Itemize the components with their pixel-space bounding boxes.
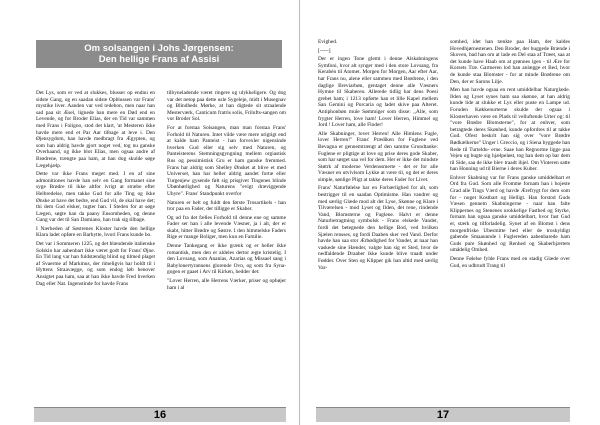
paragraph: Der er ingen Tone glemt i denne Alskabningens Symfoni, hvor alt synger med i den store Lovsang, fra Kerabén til Atomet. Morgen for Morgen, Aar efter Aar, har Frans nu, alene eller sammen med Brødrene, i den daglige Breviarbøn, gentaget denne alle Væsners Hymne til Skaberen. Allerede tidlig har dens Poesi grebet ham; i 1213 opførte han et lille Kapel mellem San Gemini og Porcaria og ladet skive paa Alteret. Antiphonbøn mule Sømmiger som disse: ,,Alle, som frygter Herren, love ham! Lover Herren, Himmel og Jord ! Lover ham, alle Floder! xyxy=(318,56,438,129)
paragraph: Denne Tankegang er ikke grænk og er heller ikke romantisk, men den er aldeles dertor ægte kristelig. I den Lovsang, som Ananias, Azarias og Missael sang i Babylonertyrannens glorende Ovn, og som fra Syna- gogen er gaaet i Arv til Kirken, hedder det: xyxy=(167,243,286,276)
article-title-box xyxy=(36,40,282,68)
page-number: 16 xyxy=(153,409,167,421)
paragraph: Enhver Skabning var for Frans ganske umiddelbart et Ord fra Gud. Som alle Fromme fornam han i hojeste Grad alle Tings Værd og havde Ærefrygt for dem som for - noget Kostbart og Helligt. Han forstod Guds Væsen gennem Skabningerne - naar han falte Klippernes og Stenenes urokkelige Fasthed og Styrke, fornam han ogsaa ganske umiddelbart, hvor fast Gud er, stærk og tilforladelig. Synet af en Blomst i dens morgenfriske Ubesmitte hed eller de troskyldigt gabende Smaaunnde i Fuglereden aabenbarede ham Guds pure Skønhed og Renhed og Skaberhjærtets umådelig Omhed. xyxy=(450,174,570,254)
paragraph: Dette var ikke Frans meget med. I en af sine admonitiones havde han selv en Gang formanet sine syge Brødre til ikke altfor ivrigt at stræbe efter Helbredelse, men takke Gud for alle Ting og ikke Ønske at have det bedre, end Gud vil, de skal have det; thi dem Gud elsker, tugter han. I Steden for at søge Lægen, søgte han da paany Ensomheden, og denne Gang var det til San Damiano, han trak sig tilbage. xyxy=(36,171,155,224)
right-page-columns xyxy=(318,39,570,405)
paragraph: Og ud fra det fælles Forhold til denne ene og samme Fader ser han i alle levende Væsner, ja i alt, der er skabt, hitter Brødre og Søstre. I den himmelske Faders Rige er mange Boliger, men kun en Familie. xyxy=(167,214,286,241)
paragraph: I Nærheden af Søstrenes Kloster havde den hellige Klara ladet opføre en Barhytte, hvori Frans kunde bo. xyxy=(36,225,155,239)
right-page xyxy=(300,0,600,425)
paragraph: [-----] xyxy=(318,47,331,54)
page-number: 17 xyxy=(436,409,450,421)
article-title-line1: Om solsangen i Johs Jørgensen: xyxy=(84,43,234,54)
paragraph: Det Lys, som er ved at slukkes, blusser op endnu en sidste Gang, og en saadan sidste Opblussen var Frans' mystike liver. Aanden var ved redebon, men naar han sad paa sit Æsel, lignede han mere en Død end en Levende, og for Broder Elias, der en Tid var sammen med Frans i Foligno, stod det klart, 'at Mesteren ikke havde mere end et Par Aar tilbage at leve i. Den Øjensygdom, han havde medbragt fra Ægypten, og som han aldrig havde gjort noget ved, tog nu ganske Overhaand, og ikke blot Elias, men ogsaa andre af Brødrene, trængte paa ham, at han dog skulde søge Lægehjælp. xyxy=(36,90,155,169)
left-page-footer xyxy=(34,407,286,422)
left-page-columns xyxy=(36,90,286,405)
paragraph: Frans' Naturfølelse har en Forbærlighed for alt, som bestrigger til en saadan Optimisme. Han vandrer og med særlig Glæde mod alt det Lyse, Skønne og Klare i Tilværelsen - mod Lyset og Ilden, det rene, rindende Vand, Blomsterne og Fuglene. Halvt er denne Naturbetragtning symbolsk - Frans elskede Vandet, fordi det betegnede den hellige Bod, ved hvilken Sjælen rensses, og fordi Daaben sker ved Vand. Derfor havde han saa stor Ærbødighed for Vandet, at naar han vaskede sine Hænder, valgte han sig et Sted, hvor de nedfaldende Draaber ikke kunde blive traadt under Fødder. Over Sten og Klipper gik han altid med særlig Var- xyxy=(318,185,438,271)
paragraph: Men han havde ogsaa en rent umiddelbar Naturglæde. Ilden og Lyset synes ham saa skønne, at han aldrig kunde lide at slukke et Lys eller puste en Lampe ud. Foruden Køkkenurterne skulde der ogsaa i Klosterhaven være en Plads til velluftende Urter og: til "vore Brødre Blomsterne", for at enhver, som betragtede deres Skønhed, kunde opfordres til at takke Gud. Ofest beskrit han sig over "vore Brødre Rødkælkerne" Unger i Greccio, og i Siena byggede han Rede til Turteldu- erne. Saae han Regnorme ligge paa Vejen og bugte sig hjælpeløst, tog han dem op bar dem til Side, saa de ikke blev traadt ihjel. Om Vinteren satte han Honning ud til Bierne i deres Kuber. xyxy=(450,87,570,173)
paragraph: Det var i Sommeren 1225, og det blændende italienske Solskin har aabenbart ikke været godt for Frans' Øjne. En Tid lang var han fuldstændig blind og tilmed plaget af Svaerme af Markmus, der rimeligvis har holdt til i Hyttens Straavægge, og som endog løb henover Ansigtet paa ham, saa at han ikke havde Fred hverken Dag eller Nat. Ingenstinde for havde Frans xyxy=(36,241,155,287)
paragraph: Evighed. xyxy=(318,39,338,45)
paragraph: somhed, idet han tænkte paa Ham, der kaldes Hovedhjørnestenen. Den Broder, der huggede Brænde i Skoven, bad han om at lade en Del staa af Træet, saa at det kunde have Haab om at grønnes igen - til Ære for Korsets Træ. Gartneren lod han anlægge et Bed, hvor de kunde staa Blomster - for at minde Brødrene om Den, der er Sarons Lilje. xyxy=(450,39,570,85)
paragraph: Denne Følelse fylde Frans med en stadig Glæde over Gud, en udbrudt Trang til xyxy=(450,256,570,269)
paragraph: Alle Skabninger, lover Herren! Alle Himlens Fugle, lover Herren!" Frans' Prædiken for Fuglene ved Bevagna er gennemtrængt af den samme Grundtanke: Fuglene er pligtige at love og prise deres gode Skaber, som har sørget saa vel for dem. Her er ikke det mindste Støtrk af moderne Verdenssmerte - det er for alle Væsner en utvivlsom Lykke at være til, og det er deres simple, sønlige Pligt at takke deres Fader for Livet. xyxy=(318,130,438,183)
left-page-column-2 xyxy=(161,90,286,405)
paragraph: For at forstaa Solsangen, man man forstaa Frans' Forhold til Naturen. Intet vilde være mere urigtigt end at kalde ham Panteist - han forvexler nigensinde hverken Gud eller sig selv med Naturen, og Panteisterens Stemningsgyngning mellem orgiastisk Rus og pessimistisk Gru er ham ganske fremmed. Frans har aldrig som Shelley Ønsket at blive et med Universet, han har heller aldrig aandet fortæ eller Turgenjew gysende følt sig prisgivet Tingenes blinde Ubønhørlighed og Naturens "evigt dræviggende Uhyre". Frans' Standpunkt overfor xyxy=(167,124,286,197)
right-page-footer xyxy=(316,407,570,422)
paragraph: tilbyneladende været ringere og ulykkeligere. Og dog var det netop paa dette usle Sygeleje, midt i Musegnav og Blindheds Mørke, at han digtede sit straalende Mesterværk, Canticum fratris solis, Frilufts-sangen om vor Broder Sol. xyxy=(167,90,286,123)
paragraph: Naturen er helt og fuldt den første Trosartikels - han tror paa en Fader, der tilligge er Skaber. xyxy=(167,199,286,213)
paragraph: "Lover Herren, alle Herrens Værker, priser og ophøjer ham i al xyxy=(167,278,286,291)
right-page-column-1 xyxy=(318,39,444,405)
left-page-column-1 xyxy=(36,90,161,405)
right-page-column-2 xyxy=(444,39,570,405)
article-title-line2: Den hellige Frans af Assisi xyxy=(98,54,220,65)
